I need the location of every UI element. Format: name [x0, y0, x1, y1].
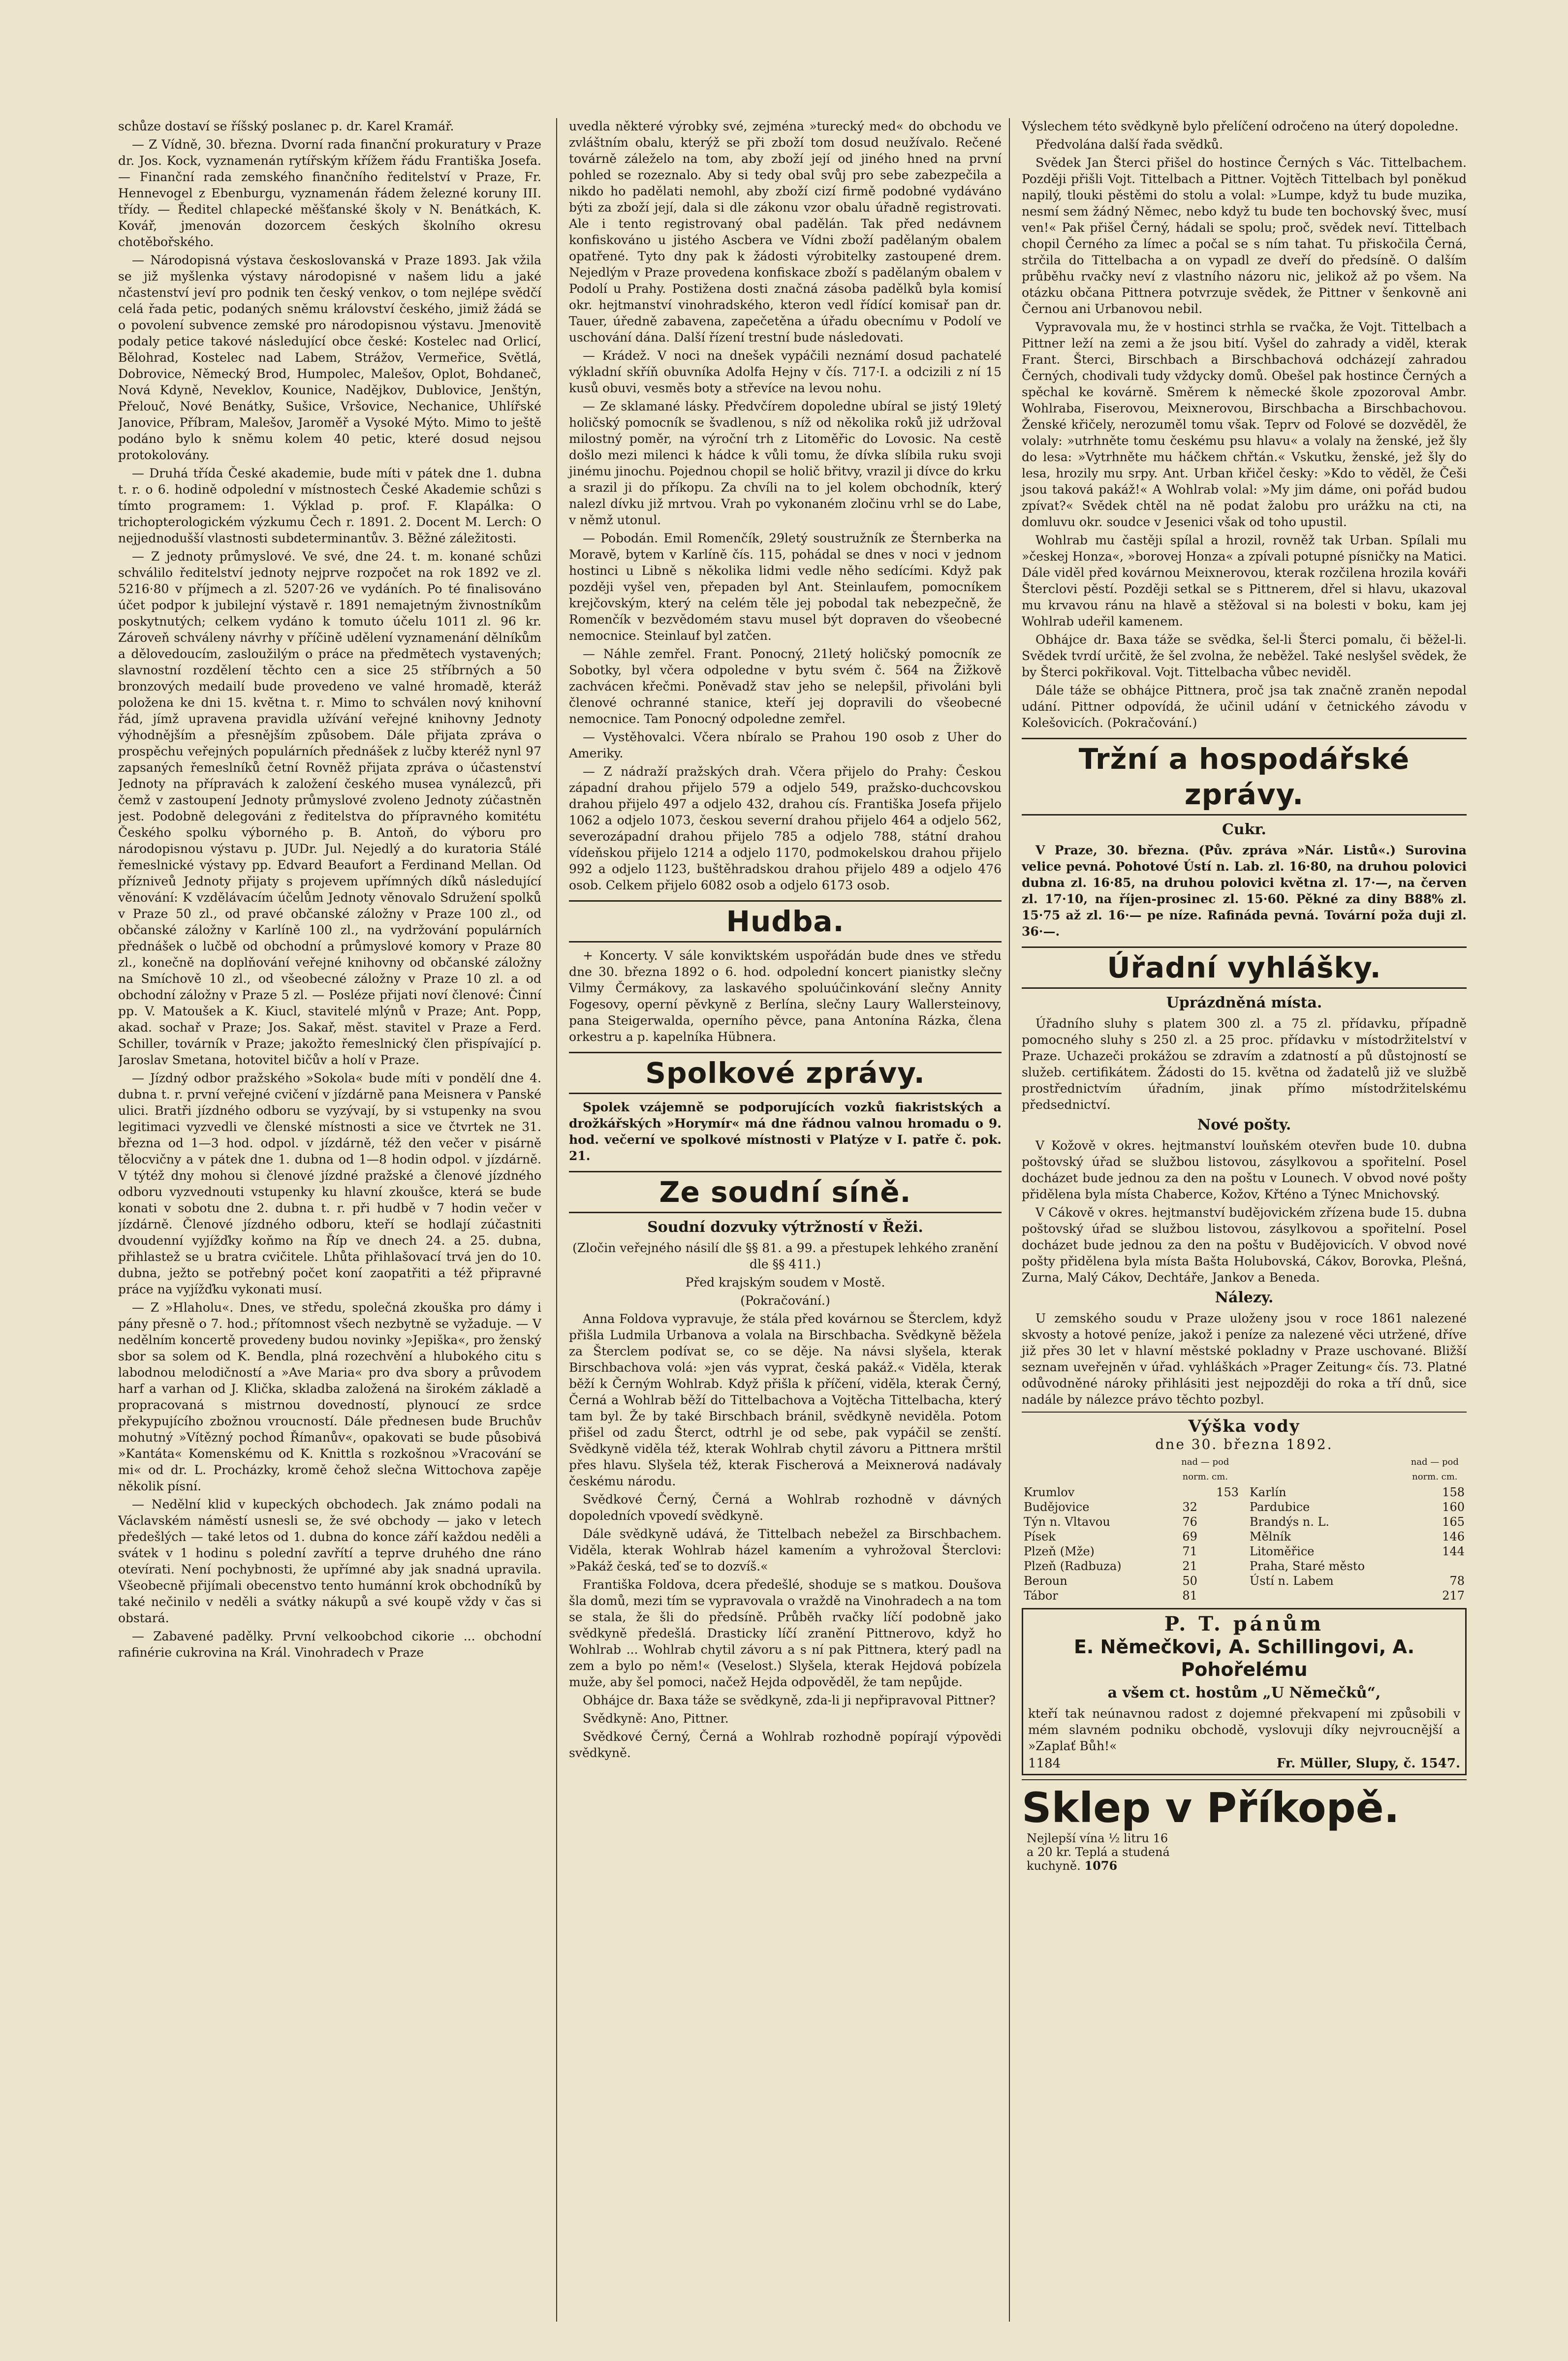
water-level-below	[1411, 1559, 1467, 1574]
water-level-row	[1022, 1544, 1241, 1559]
news-item: Obhájce dr. Baxa táže se svědka, šel-li Šterci pomalu, či běžel-li. Svědek tvrdí určitě, že šel zvolna, že neběžel. Také neslyšel svědek, že by Šterci pokřikoval. Vojt. Tittelbacha vůbec neviděl.	[1022, 632, 1467, 679]
water-level-row	[1248, 1514, 1467, 1529]
uredni-text: V Cákově v okres. hejtmanství budějovickém zřízena bude 15. dubna poštovský úřad se službou listovou, zásylkovou a spořitelní. Posel docházet bude jednou za den na poštu v Budějovicích. V obvod nové pošty přidělena byla místa Bašta Holubovská, Cákov, Borovka, Plešná, Zurna, Malý Cákov, Dechtáře, Jankov a Beneda.	[1022, 1205, 1467, 1285]
water-level-row	[1022, 1574, 1241, 1588]
water-level-place: Pardubice	[1250, 1500, 1310, 1514]
water-level-below	[1199, 1588, 1241, 1603]
column-3	[1009, 118, 1467, 2322]
trzni-text: V Praze, 30. března. (Pův. zpráva »Nár. Listů«.) Surovina velice pevná. Pohotové Ústí n. Lab. zl. 16·80, na druhou polovici dubna zl. 16·85, na druhou polovici května zl. 17·—, na červen zl. 17·10, na říjen-prosinec zl. 15·60. Pěkné za diny B88% zl. 15·75 až zl. 16·— pe níze. Rafináda pevná. Tovární poža duji zl. 36·—.	[1022, 843, 1467, 939]
water-level-row	[1022, 1588, 1241, 1603]
ad-sklep-side	[1027, 1831, 1174, 1873]
water-level-below	[1199, 1514, 1241, 1529]
table-header: norm. cm.	[1182, 1472, 1228, 1482]
water-level-row	[1248, 1500, 1467, 1514]
water-level-above	[1403, 1529, 1411, 1544]
water-level-above	[1403, 1514, 1411, 1529]
advertisement-sklep	[1022, 1784, 1467, 1873]
water-level-row	[1022, 1485, 1241, 1500]
news-item: — Jízdný odbor pražského »Sokola« bude míti v pondělí dne 4. dubna t. r. první veřejné cvičení v jízdárně pana Meisnera v Panské ulici. Bratři jízdného odboru se vyzývají, by si vstupenky na svou legitimaci vyzvedli ve členské místnosti a sice ve čtvrtek ne 31. března od 1—3 hod. odpol. v jízdárně, též den večer v pisárně tělocvičny a v pátek dne 1. dubna od 1—8 hodin odpol. v jízdárně. V týtéž dny mohou si členové jízdné pražské a členové jízdného odboru vyzvednouti vstupenky ku hlavní zkoušce, která se bude konati v sobotu dne 2. dubna t. r. při hudbě v 7 hodin večer v jízdárně. Členové jízdného odboru, kteří se hodlají zúčastniti dvoudenní vyjížďky koňmo na Říp ve dnech 24. a 25. dubna, přihlastež se u bratra cvičitele. Lhůta přihlašovací trvá jen do 10. dubna, ježto se potřebný počet koní zaopatřiti a též připravné práce na vyjížďku vykonati musí.	[118, 1071, 541, 1296]
water-level-date: dne 30. března 1892.	[1155, 1436, 1333, 1452]
water-level-place: Litoměřice	[1250, 1544, 1315, 1558]
water-level-above: 21	[1182, 1559, 1197, 1573]
water-level-place: Brandýs n. L.	[1250, 1515, 1330, 1529]
spolkove-text: Spolek vzájemně se podporujících vozků fiakristských a drožkářských »Horymír« má dne řádnou valnou hromadu o 9. hod. večerní ve spolkové místnosti v Platýze v I. patře č. pok. 21.	[569, 1100, 1002, 1163]
ad-text: kteří tak neúnavnou radost z dojemné překvapení mi způsobili v mém slavném podniku obchodě, vyslovuji díky nejvroucnější a »Zaplať Bůh!«	[1028, 1706, 1460, 1753]
soudni-title: Soudní dozvuky výtržností v Řeži.	[647, 1219, 923, 1236]
section-heading-uredni: Úřadní vyhlášky.	[1022, 946, 1467, 989]
water-level-below	[1199, 1544, 1241, 1559]
soudni-paragraph: Svědkové Černý, Černá a Wohlrab rozhodně popírají výpovědi svědkyně.	[569, 1730, 1002, 1760]
water-level-above: 76	[1182, 1515, 1197, 1529]
water-level-row	[1248, 1588, 1467, 1603]
water-level-below: 153	[1216, 1485, 1239, 1499]
water-table-left	[1022, 1454, 1241, 1603]
water-level-row	[1022, 1500, 1241, 1514]
divider	[1022, 1412, 1467, 1413]
water-level-below	[1199, 1559, 1241, 1574]
news-item: — Národopisná výstava českoslovanská v Praze 1893. Jak vžila se již myšlenka výstavy národopisné v našem lidu a jaké nčastenství jeví pro podnik ten český venkov, o tom nejlépe svědčí celá řada petic, podaných sněmu království českého, jimiž žádá se o povolení subvence zemské pro národopisnou výstavu. Jmenovitě podaly petice takové následující obce české: Kostelec nad Orlicí, Bělohrad, Kostelec nad Labem, Strážov, Vermeřice, Světlá, Dobrovice, Německý Brod, Humpolec, Malešov, Oplot, Bohdaneč, Nová Kdyně, Neveklov, Kounice, Nadějkov, Dublovice, Jenštýn, Přelouč, Nové Benátky, Sušice, Vršovice, Nechanice, Uhlířské Janovice, Příbram, Malešov, Jaroměř a Vysoké Mýto. Mimo to ještě podáno bylo k sněmu kolem 40 petic, které dosud nejsou protokolovány.	[118, 253, 541, 462]
soudni-subtitle: (Zločin veřejného násilí dle §§ 81. a 99. a přestupek lehkého zranění dle §§ 411.)	[572, 1241, 998, 1271]
water-level-row	[1248, 1574, 1467, 1588]
water-level-place: Karlín	[1250, 1485, 1286, 1499]
news-item: Wohlrab mu častěji spílal a hrozil, rovněž tak Urban. Spílali mu »českej Honza«, »borovej Honza« a zpívali potupné písničky na Matici. Dále viděl před kovárnou Meixnerovou, kterak rozčilena hrozila kováři Šterclovi pěstí. Později setkal se s Pittnerem, dřel si hlavu, ukazoval mu krvavou ránu na hlavě a stěžoval si na bolesti v boku, kam jej Wohlrab udeřil kamenem.	[1022, 533, 1467, 629]
trzni-sub: Cukr.	[1222, 821, 1266, 838]
water-level-above: 81	[1182, 1589, 1197, 1603]
water-level-place	[1248, 1588, 1403, 1603]
news-item: — Zabavené padělky. První velkoobchod cikorie ... obchodní rafinérie cukrovina na Král. Vinohradech v Praze	[118, 1629, 541, 1660]
news-item: schůze dostaví se říšský poslanec p. dr. Karel Kramář.	[118, 119, 454, 133]
ad-sklep-text: Nejlepší vína ½ litru 16 a 20 kr. Teplá a studená kuchyně.	[1027, 1831, 1170, 1873]
table-header: nad — pod	[1181, 1457, 1229, 1467]
water-level-place: Ústí n. Labem	[1250, 1574, 1334, 1588]
table-header: nad — pod	[1411, 1457, 1459, 1467]
water-level-place: Tábor	[1024, 1589, 1058, 1603]
soudni-paragraph: Dále svědkyně udává, že Tittelbach nebežel za Birschbachem. Viděla, kterak Wohlrab házel kamením a vyhrožoval Šterclovi: »Pakáž česká, teď se to dozvíš.«	[569, 1527, 1002, 1574]
water-level-below: 165	[1442, 1515, 1465, 1529]
water-level-place: Týn n. Vltavou	[1024, 1515, 1110, 1529]
ad-heading: P. T. pánům	[1164, 1612, 1324, 1636]
water-level-below: 160	[1442, 1500, 1465, 1514]
soudni-continuation: (Pokračování.)	[740, 1293, 830, 1308]
water-level-place: Písek	[1024, 1530, 1056, 1543]
section-heading-soudni: Ze soudní síně.	[569, 1171, 1002, 1213]
ad-sklep-title: Sklep v Příkopě.	[1022, 1784, 1400, 1832]
water-level-below	[1199, 1574, 1241, 1588]
soudni-court: Před krajským soudem v Mostě.	[685, 1275, 885, 1290]
column-2	[556, 118, 1002, 2322]
water-level-above: 71	[1182, 1544, 1197, 1558]
news-item: — Náhle zemřel. Frant. Ponocný, 21letý holičský pomocník ze Sobotky, byl včera odpoledne v bytu svém č. 564 na Žižkově zachvácen křečmi. Poněvadž stav jeho se nelepšil, přivoláni byli členové ochranné stanice, kteří jej dopravili do všeobecné nemocnice. Tam Ponocný odpoledne zemřel.	[569, 647, 1002, 726]
water-level-above: 69	[1182, 1530, 1197, 1543]
table-header: norm. cm.	[1412, 1472, 1458, 1482]
news-item: Výslechem této svědkyně bylo přelíčení odročeno na úterý dopoledne.	[1022, 119, 1459, 133]
water-level-above	[1403, 1588, 1411, 1603]
soudni-paragraph: Anna Foldova vypravuje, že stála před kovárnou se Šterclem, když přišla Ludmila Urbanova a volala na Birschbacha. Svědkyně běžela za Šterclem podívat se, co se děje. Na návsi slyšela, kterak Birschbachova volá: »jen vás vyprat, česká pakáž.« Viděla, kterak běží k Černým Wohlrab. Když přišla k příčení, viděla, kterak Černý, Černá a Wohlrab běží do Tittelbachova a Vojtěcha Tittelbacha, který tam byl. Že by také Birschbach bránil, svědkyně neviděla. Potom přišel od zadu Šterct, odtrhl je od sebe, pak vypáčil se zenští. Svědkyně viděla též, kterak Wohlrab chytil závoru a Pittnera mrštil přes hlavu. Slyšela též, kterak Fischerová a Meixnerová nadávaly českému národu.	[569, 1312, 1002, 1488]
uredni-sub3: Nálezy.	[1215, 1289, 1274, 1306]
news-item: uvedla některé výrobky své, zejména »turecký med« do obchodu ve zvláštním obalu, kterýž se při zboží tom dosud neužívalo. Rečené továrně záleželo na tom, aby zboží její od jiného hned na první pohled se rozeznalo. Aby si tedy obal svůj pro sebe zabezpečila a nikdo ho padělati nemohl, aby zboží cizí firmě podobné vydáváno býti za zboží její, dala si dle zákonu vzor obalu úřadně registrovati. Ale i tento registrovaný obal padělán. Tak před nedávnem konfiskováno u jistého Ascbera ve Vídni zboží padělaným obalem opatřené. Tyto dny pak k žádosti výrobitelky zastoupené drem. Nejedlým v Praze provedena konfiskace zboží s padělaným obalem v Podolí u Prahy. Postižena dosti značná zásoba padělků byla komisí okr. hejtmanství vinohradského, kteron vedl řídící komisař pan dr. Tauer, úředně zabavena, zapečetěna a úřadu obecnímu v Podolí ve uschování dána. Další řízení trestní bude následovati.	[569, 119, 1002, 345]
news-item: — Krádež. V noci na dnešek vypáčili neznámí dosud pachatelé výkladní skříň obuvníka Adolfa Hejny v čís. 717·I. a odcizili z ní 15 kusů obuvi, vesměs boty a střevíce na levou nohu.	[569, 348, 1002, 395]
ad-names: E. Němečkovi, A. Schillingovi, A. Pohořelému	[1073, 1636, 1415, 1680]
water-level-above	[1403, 1574, 1411, 1588]
news-item: — Pobodán. Emil Romenčík, 29letý soustružník ze Šternberka na Moravě, bytem v Karlíně čís. 115, pohádal se dnes v noci v jednom hostinci u Libně s několika lidmi vedle něho sedícími. Když pak později vyšel ven, přepaden byl Ant. Steinlaufem, pomocníkem krejčovským, který na celém těle jej pobodal tak nebezpečně, že Romenčík v bezvědomém stavu musel být dopraven do všeobecné nemocnice. Steinlauf byl zatčen.	[569, 531, 1002, 643]
water-level-below	[1199, 1529, 1241, 1544]
news-item: — Z nádraží pražských drah. Včera přijelo do Prahy: Českou západní drahou přijelo 579 a odjelo 549, pražsko-duchcovskou drahou přijelo 497 a odjelo 432, drahou cís. Františka Josefa přijelo 1062 a odjelo 1073, českou severní drahou přijelo 464 a odjelo 562, severozápadní drahou přijelo 785 a odjelo 788, státní drahou vídeňskou přijelo 1214 a odjelo 1170, podmokelskou drahou přijelo 992 a odjelo 1123, buštěhradskou drahou přijelo 489 a odjelo 476 osob. Celkem přijelo 6082 osob a odjelo 6173 osob.	[569, 764, 1002, 892]
news-item: — Z jednoty průmyslové. Ve své, dne 24. t. m. konané schůzi schválilo ředitelství jednoty nejprve rozpočet na rok 1892 ve zl. 5216·80 v příjmech a zl. 5207·26 ve vydáních. Po té finalisováno účet podpor k jubilejní výstavě r. 1891 nemajetným živnostníkům poskytnutých; celkem vydáno k tomuto účelu 1011 zl. 96 kr. Zároveň schváleny návrhy v příčině udělení vyznamenání dělníkům a dělovedoucím, zasloužilým o práce na předmětech vystavených; slavnostní rozdělení těchto cen a sice 25 stříbrných a 50 bronzových medailí bude provedeno ve valné hromadě, kteráž položena ke dni 15. května t. r. Mimo to schválen nový knihovní řád, jímž upravena pravidla užívání veřejné knihovny Jednoty výhodnějším a přesnějším způsobem. Dále přijata zpráva o prospěchu veřejných populárních přednášek z lučby kteréž nynl 97 zapsaných řemeslníků četní Rovněž přijata zpráva o účastenství Jednoty na přípravách k založení českého musea vynálezců, při čemž v zastoupení Jednoty průmyslové zvoleno Jednoty zúčastněn jest. Podobně delegováni z ředitelstva do přípravného komitétu Českého spolku výborného p. B. Antoň, do výboru pro národopisnou výstavu p. JUDr. Jul. Nejedlý a do kuratoria Stálé řemeslnické výstavy pp. Edvard Beaufort a Ferdinand Mellan. Od přízniveů Jednoty přijaty s projevem upřímných díků následující věnování: K vzdělávacím účelům Jednoty věnovalo Sdružení spolků v Praze 50 zl., od pravé občanské záložny v Praze 100 zl., od občanské záložny v Karlíně 100 zl., na vydržování populárních přednášek o lučbě od obchodní a průmyslové komory v Praze 80 zl., konečně na doplňování veřejné knihovny od občanské záložny na Smíchově 10 zl., od všeobecné záložny v Praze 10 zl. a od obchodní záložny v Praze 5 zl. — Posléze přijati noví členové: Činní pp. V. Matoušek a K. Kiucl, stavitelé mlýnů v Praze; Ant. Popp, akad. sochař v Praze; Jos. Sakař, měst. stavitel v Praze a Ferd. Schiller, továrník v Praze; jakožto řemeslnický člen přispívající p. Jaroslav Smetana, hotovitel bičův a holí v Praze.	[118, 549, 541, 1067]
uredni-text: Úřadního sluhy s platem 300 zl. a 75 zl. přídavku, případně pomocného sluhy s 250 zl. a 25 proc. přídavku v místodržitelství v Praze. Uchazeči prokážou se zdravím a zdatností a pů důstojností se služeb. certifikátem. Žádosti do 15. května od žadatelů již ve službě prostřednictvím úřadním, jinak přímo místodržitelskému předsednictví.	[1022, 1016, 1467, 1112]
water-level-row	[1248, 1485, 1467, 1500]
water-level-above: 32	[1182, 1500, 1197, 1514]
divider	[1022, 1779, 1467, 1780]
soudni-paragraph: Svědkové Černý, Černá a Wohlrab rozhodně v dávných dopoledních vpovedí svědkyně.	[569, 1492, 1002, 1523]
water-level-below: 158	[1442, 1485, 1465, 1499]
water-level-row	[1248, 1529, 1467, 1544]
soudni-paragraph: Svědkyně: Ano, Pittner.	[583, 1711, 729, 1726]
water-level-row	[1248, 1544, 1467, 1559]
uredni-text: V Kožově v okres. hejtmanství louňském otevřen bude 10. dubna poštovský úřad se službou listovou, zásylkovou a spořitelní. Posel docházet bude jednou za den na poštu v Lounech. V obvod nové pošty přidělena byla místa Chaberce, Kožov, Křténo a Týnec Mnichovský.	[1022, 1138, 1467, 1201]
water-level-above	[1170, 1485, 1199, 1500]
water-level-place: Budějovice	[1024, 1500, 1090, 1514]
section-heading-spolkove: Spolkové zprávy.	[569, 1052, 1002, 1094]
water-level-place: Plzeň (Radbuza)	[1024, 1559, 1122, 1573]
hudba-text: + Koncerty. V sále konviktském uspořádán bude dnes ve středu dne 30. března 1892 o 6. hod. odpolední koncert pianistky slečny Vilmy Čermákovy, za laskavého spoluúčinkování slečny Annity Fogesovy, operní pěvkyně z Berlína, slečny Laury Wallersteinovy, pana Steigerwalda, operního pěvce, pana Antonína Rázka, člena orkestru a p. kapelníka Hübnera.	[569, 948, 1002, 1044]
water-level-below	[1199, 1500, 1241, 1514]
water-level-above: 50	[1182, 1574, 1197, 1588]
uredni-sub1: Uprázdněná místa.	[1166, 994, 1322, 1011]
news-item: Dále táže se obhájce Pittnera, proč jsa tak značně zraněn nepodal udání. Pittner odpovídá, že učinil udání v četnického závodu v Kolešovicích. (Pokračování.)	[1022, 683, 1467, 730]
water-level-above	[1403, 1500, 1411, 1514]
water-level-above	[1403, 1559, 1411, 1574]
water-level-below: 78	[1449, 1574, 1465, 1588]
news-item: Svědek Jan Šterci přišel do hostince Černých s Vác. Tittelbachem. Později přišli Vojt. Tittelbach a Pittner. Vojtěch Tittelbach byl poněkud napilý, tlouki pěstěmi do stolu a volal: »Lumpe, když tu bude muzika, nesmí sem žádný Němec, nebo když tu bude ten bochovský švec, musí ven!« Pak přišel Černý, hádali se spolu; proč, svědek neví. Tittelbach chopil Černého za límec a počal se s ním tahat. Tu přiskočila Černá, strčila do Tittelbacha a on vypadl ze dveří do předsíně. O dalším průběhu rvačky neví z vlastního názoru nic, jelikož až po všem. Na otázku občana Pittnera potvrzuje svědek, že Pittner v šenkovně ani Černou ani Urbanovou nebil.	[1022, 156, 1467, 316]
news-item: — Ze sklamané lásky. Předvčírem dopoledne ubíral se jistý 19letý holičský pomocník se švadlenou, s níž od několika roků již udržoval milostný poměr, na výroční trh z Litoměřic do Lovosic. Na cestě došlo mezi milenci k hádce k vůli tomu, že dívka slíbila ruku svoji jinému jinochu. Pojednou chopil se holič břitvy, vrazil ji dívce do krku a srazil ji do příkopu. Za chvíli na to jel kolem obchodník, který nalezl dívku již mrtvou. Vrah po vykonaném zločinu vrhl se do Labe, v němž utonul.	[569, 399, 1002, 527]
water-level-below: 144	[1442, 1544, 1465, 1558]
soudni-paragraph: Františka Foldova, dcera předešlé, shoduje se s matkou. Doušova šla domů, mezi tím se vypravovala o vraždě na Vinohradech a na tom se stala, že šli do předsíně. Průběh rvačky líčí podobně jako svědkyně předešlá. Drasticky líčí zranění Pittnerovo, když ho Wohlrab ... Wohlrab chytil závoru a s ní pak Pittnera, který padl na zem a bylo po něm!« (Veselost.) Slyšela, kterak Hejdová pobízela muže, aby šel pomoci, načež Hejda odpověděl, že tam nepůjde.	[569, 1577, 1002, 1689]
water-level-place: Plzeň (Mže)	[1024, 1544, 1095, 1558]
water-level-above	[1403, 1544, 1411, 1559]
ad-line2: a všem ct. hostům „U Němečků“,	[1107, 1684, 1381, 1701]
section-heading-hudba: Hudba.	[569, 900, 1002, 943]
water-level-above	[1403, 1485, 1411, 1500]
news-item: — Vystěhovalci. Včera nbíralo se Prahou 190 osob z Uher do Ameriky.	[569, 730, 1002, 760]
ad-footer	[1028, 1756, 1460, 1771]
ad-signature: Fr. Müller, Slupy, č. 1547.	[1276, 1756, 1460, 1771]
water-level-below: 146	[1442, 1530, 1465, 1543]
water-level-row	[1022, 1559, 1241, 1574]
news-item: — Nedělní klid v kupeckých obchodech. Jak známo podali na Václavském náměstí usnesli se, že své obchody — jako v letech předešlých — také letos od 1. dubna do konce září každou neděli a svátek v 1 hodinu s polední zavřítí a teprve druhého dne ráno otevírati. Není pochybnosti, že upřímné aby jak snadná upravila. Všeobecně přijímali obecenstvo tento humánní krok obchodníků by také nečinilo v neděli a svátky nákupů a své koupě vždy v čas si obstará.	[118, 1497, 541, 1625]
ad-number: 1184	[1028, 1756, 1061, 1771]
water-level-tables	[1022, 1454, 1467, 1603]
news-item: — Z »Hlaholu«. Dnes, ve středu, společná zkouška pro dámy i pány přesně o 7. hod.; přítomnost všech nezbytně se vyžaduje. — V nedělním koncertě provedeny budou novinky »Jepiška«, pro ženský sbor sa solem od K. Bendla, plná rozechvění a hlubokého citu s labodnou melodičností a »Ave Maria« pro dva sbory a průvodem harf a varhan od J. Klička, skladba založená na širokém základě a propracovaná s mistrnou dovedností, plynoucí ze srdce překypujícího zbožnou vroucností. Dále přednesen bude Bruchův mohutný »Vítězný pochod Římanův«, opakovati se bude působivá »Kantáta« Komenskému od K. Knittla s rozkošnou »Vracování se mi« od dr. L. Procházky, kromě čehož slečna Wittochova zapěje několik písní.	[118, 1300, 541, 1493]
water-level-below: 217	[1442, 1589, 1465, 1603]
section-heading-trzni: Tržní a hospodářské zprávy.	[1022, 738, 1467, 816]
advertisement-thanks	[1022, 1608, 1467, 1775]
column-1	[118, 118, 541, 2322]
water-level-row	[1022, 1514, 1241, 1529]
water-level-title: Výška vody	[1188, 1417, 1300, 1436]
news-item: — Z Vídně, 30. března. Dvorní rada finanční prokuratury v Praze dr. Jos. Kock, vyznamenán rytířským křížem řádu Františka Josefa. — Finanční rada zemského finančního ředitelství v Praze, Fr. Hennevogel z Ebenburgu, vyznamenán řádem železné koruny III. třídy. — Ředitel chlapecké měšťanské školy v N. Benátkách, K. Kovář, jmenován dozorcem českých školního okresu chotěbořského.	[118, 137, 541, 249]
water-level-place: Praha, Staré město	[1250, 1559, 1365, 1573]
soudni-paragraph: Obhájce dr. Baxa táže se svědkyně, zda-li ji nepřipravoval Pittner?	[583, 1693, 996, 1707]
water-level-row	[1022, 1529, 1241, 1544]
news-item: — Druhá třída České akademie, bude míti v pátek dne 1. dubna t. r. o 6. hodině odpolední v místnostech České Akademie schůzi s tímto programem: 1. Výklad p. prof. F. Klapálka: O trichopterologickém výzkumu Čech r. 1891. 2. Docent M. Lerch: O nejjednodušší vlastnosti subdeterminantův. 3. Běžné záležitosti.	[118, 466, 541, 545]
water-table-right	[1248, 1454, 1467, 1603]
uredni-sub2: Nové pošty.	[1197, 1116, 1291, 1133]
newspaper-page	[30, 20, 1538, 2341]
news-item: Vypravovala mu, že v hostinci strhla se rvačka, že Vojt. Tittelbach a Pittner leží na zemi a že jsou bití. Vyšel do zahrady a viděl, kterak Frant. Šterci, Birschbach a Birschbachová odcházejí zahradou Černých, chodivali tudy vždycky domů. Obešel pak hostince Černých a spěchal ke kovárně. Směrem k německé škole zpozoroval Ambr. Wohlraba, Fiserovou, Meixnerovou, Birschbacha a Birschbachovou. Ženské křičely, nerozuměl tomu však. Teprv od Folové se dozvěděl, že volaly: »utrhněte tomu českému psu hlavu« a volaly na ženské, jež šly do lesa: »Vytrhněte mu háčkem chřtán.« Vskutku, ženské, jež šly do lesa, hrozily mu srpy. Ant. Urban křičel česky: »Kdo to věděl, že Češi jsou taková pakáž!« A Wohlrab volal: »My jim dáme, oni pořád budou zpívat?« Svědek chtěl na ně podat žalobu pro urážku na cti, na domluvu okr. soudce v Jesenici však od toho upustil.	[1022, 320, 1467, 529]
water-level-row	[1248, 1559, 1467, 1574]
water-level-place: Krumlov	[1024, 1485, 1075, 1499]
water-level-place: Mělník	[1250, 1530, 1291, 1543]
uredni-text: U zemského soudu v Praze uloženy jsou v roce 1861 nalezené skvosty a hotové peníze, jakož i peníze za nalezené věci utržené, dříve již přes 30 let v hlavní městské pokladny v Praze uschované. Bližší seznam uveřejněn v úřad. vyhláškách »Prager Zeitung« čís. 73. Platné odůvodněné nároky přihlásiti jest nejpozději do roka a tří dnů, sice nadále by nálezce právo těchto pozbyl.	[1022, 1311, 1467, 1407]
water-level-place: Beroun	[1024, 1574, 1067, 1588]
ad-sklep-number: 1076	[1084, 1858, 1118, 1873]
news-item: Předvolána další řada svědků.	[1035, 137, 1223, 152]
